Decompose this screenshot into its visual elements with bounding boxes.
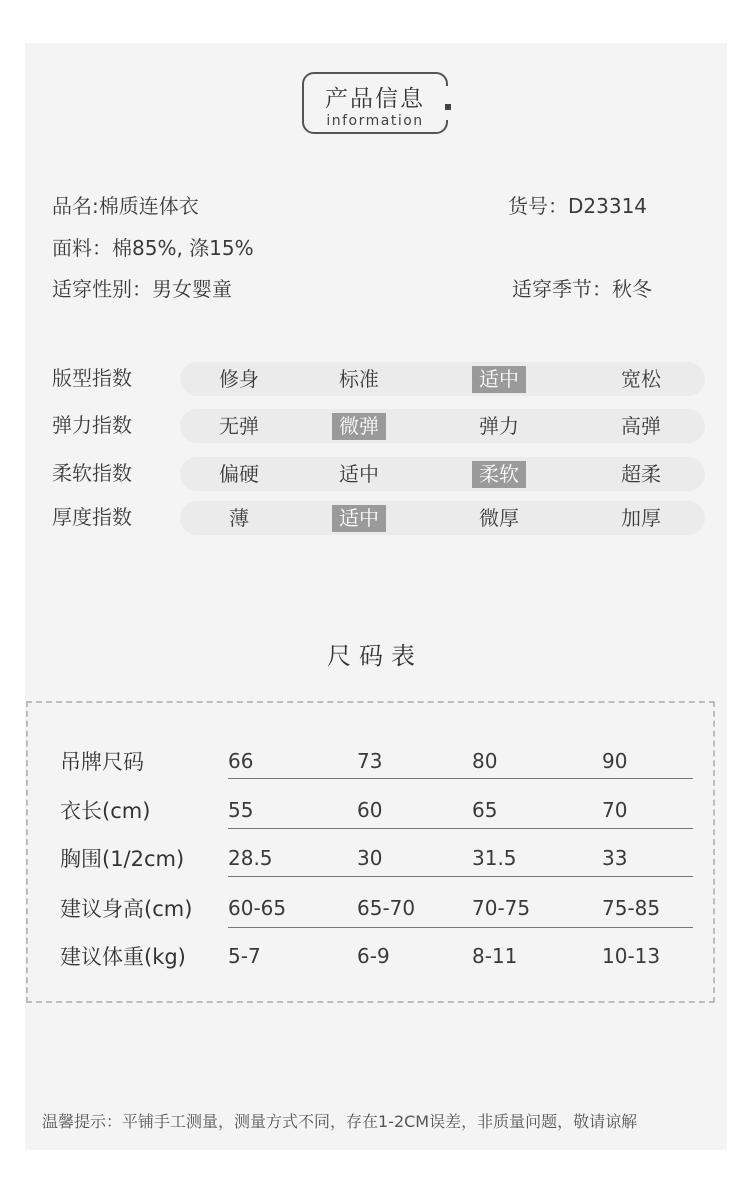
index-label: 版型指数: [52, 366, 132, 390]
size-cell: 28.5: [228, 846, 273, 870]
size-row-label: 吊牌尺码: [60, 750, 144, 774]
size-cell: 33: [602, 846, 628, 870]
size-cell: 65: [472, 798, 498, 822]
index-bar: [180, 501, 705, 535]
index-option-selected: 微弹: [332, 413, 386, 440]
gender: 适穿性别：男女婴童: [52, 277, 232, 301]
size-row-label: 衣长(cm): [60, 799, 151, 823]
size-cell: 66: [228, 749, 254, 773]
product-name: 品名:棉质连体衣: [52, 194, 199, 218]
size-cell: 6-9: [357, 944, 390, 968]
size-cell: 70: [602, 798, 628, 822]
fabric: 面料：棉85%, 涤15%: [52, 236, 254, 260]
size-cell: 90: [602, 749, 628, 773]
season: 适穿季节：秋冬: [512, 277, 652, 301]
size-row-label: 建议体重(kg): [60, 945, 186, 969]
size-cell: 30: [357, 846, 383, 870]
size-row-label: 胸围(1/2cm): [60, 847, 185, 871]
index-option: 适中: [339, 462, 379, 486]
index-option-selected: 柔软: [472, 461, 526, 488]
row-divider: [228, 778, 693, 779]
size-cell: 70-75: [472, 896, 531, 920]
index-option: 高弹: [621, 414, 661, 438]
index-option: 修身: [219, 367, 259, 391]
index-option-selected: 适中: [332, 505, 386, 532]
header-title: 产品信息: [325, 86, 425, 112]
item-number: 货号：D23314: [508, 194, 648, 218]
index-option: 加厚: [621, 506, 661, 530]
size-cell: 55: [228, 798, 254, 822]
size-cell: 60: [357, 798, 383, 822]
index-option: 宽松: [621, 367, 661, 391]
index-option: 弹力: [479, 414, 519, 438]
row-divider: [228, 828, 693, 829]
info-header-badge: [302, 72, 448, 134]
index-option: 薄: [229, 506, 249, 530]
row-divider: [228, 876, 693, 877]
index-label: 柔软指数: [52, 461, 132, 485]
size-cell: 65-70: [357, 896, 416, 920]
index-label: 厚度指数: [52, 505, 132, 529]
index-bar: [180, 409, 705, 443]
size-cell: 31.5: [472, 846, 517, 870]
size-cell: 80: [472, 749, 498, 773]
index-bar: [180, 362, 705, 396]
size-cell: 10-13: [602, 944, 661, 968]
size-cell: 5-7: [228, 944, 261, 968]
size-cell: 73: [357, 749, 383, 773]
index-bar: [180, 457, 705, 491]
measurement-tip: 温馨提示：平铺手工测量，测量方式不同，存在1-2CM误差，非质量问题，敬请谅解: [42, 1112, 638, 1131]
index-option-selected: 适中: [472, 366, 526, 393]
size-cell: 75-85: [602, 896, 661, 920]
index-option: 偏硬: [219, 462, 259, 486]
size-cell: 8-11: [472, 944, 518, 968]
index-option: 无弹: [219, 414, 259, 438]
header-subtitle: information: [326, 113, 424, 129]
index-option: 超柔: [621, 462, 661, 486]
row-divider: [228, 927, 693, 928]
index-option: 微厚: [479, 506, 519, 530]
size-cell: 60-65: [228, 896, 287, 920]
index-option: 标准: [339, 367, 379, 391]
index-label: 弹力指数: [52, 413, 132, 437]
size-row-label: 建议身高(cm): [60, 897, 193, 921]
size-chart-title: 尺码表: [327, 642, 423, 670]
